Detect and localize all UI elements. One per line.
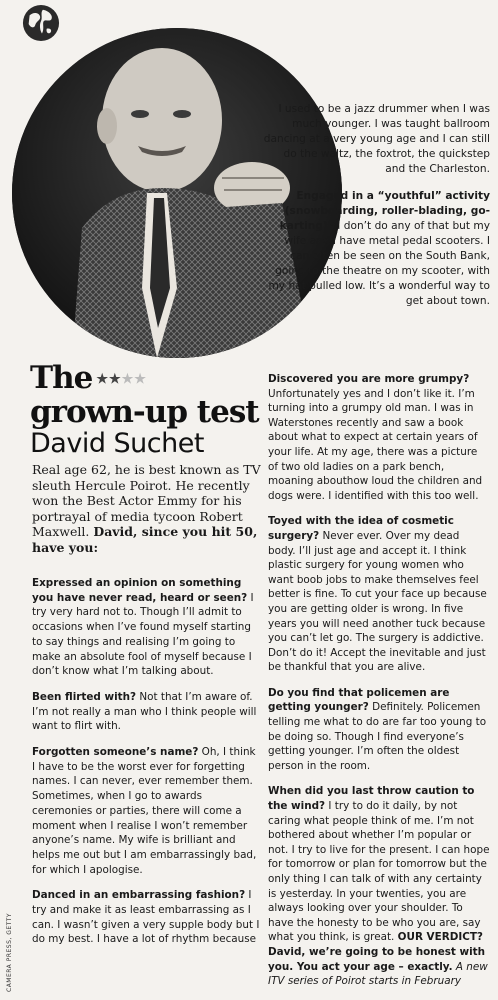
- verdict-text: David, we’re going to be honest with you. You act your age – exactly.: [268, 945, 486, 973]
- intro-paragraph: [32, 462, 264, 555]
- qa-paragraph: [268, 514, 490, 675]
- answer-paragraph: I used to be a jazz drummer when I was much younger. I was taught ballroom dancing at a very young age and I can still do the waltz, the foxtrot, the quickstep and the Charleston.: [263, 103, 490, 175]
- question: Toyed with the idea of cosmetic surgery?: [268, 515, 454, 542]
- question: Danced in an embarrassing fashion?: [32, 889, 246, 902]
- headline-name: David Suchet: [30, 428, 204, 459]
- footer-note: A new ITV series of Poirot starts in February: [268, 960, 488, 988]
- answer: Never ever. Over my dead body. I’ll just age and accept it. I think plastic surgery for young women who want boob jobs to make themselves feel better is fine. To cut your face up because you are getting older is wrong. In five years you will need another tuck because you can’t let go. The surgery is addictive. Don’t do it! Accept the inevitable and just be thankful that you are alive.: [268, 529, 487, 674]
- qa-paragraph: [32, 690, 260, 734]
- globe-icon: [22, 4, 60, 42]
- question: Been flirted with?: [32, 690, 137, 703]
- rating-stars: ★★★★: [96, 372, 147, 387]
- question: Discovered you are more grumpy?: [268, 373, 470, 385]
- qa-paragraph: [268, 372, 490, 503]
- answer: I try and make it as least embarrassing as I can. I wasn’t given a very supple body but I do my best. I have a lot of rhythm because: [32, 889, 260, 946]
- answer: Oh, I think I have to be the worst ever for forgetting names. I can never, ever remember them. Sometimes, when I go to awards ceremonies or parties, there will come a moment when I realise I won’t remember anyone’s name. My wife is brilliant and helps me out but I am embarrassingly bad, for which I apologise.: [32, 746, 257, 876]
- intro-bold: David, since you hit 50, have you:: [32, 524, 258, 555]
- answer: I don’t do any of that but my wife and I have metal pedal scooters. I can often be seen on the South Bank, going to the theatre on my scooter, with my hat pulled low. It’s a wonderful way to get about town.: [268, 220, 490, 307]
- headline-title: The: [30, 360, 93, 396]
- answer: I try very hard not to. Though I’ll admit to occasions when I’ve found myself starting to say things and realising I’m going to make an absolute fool of myself because I don’t know what I’m talking about.: [32, 591, 254, 678]
- right-column: [268, 372, 490, 1000]
- verdict-label: OUR VERDICT?: [397, 931, 483, 944]
- photo-credit: CAMERA PRESS, GETTY: [6, 912, 13, 992]
- article-headline: [30, 362, 260, 459]
- question: Engaged in a “youthful” activity (snowboarding, roller-blading, go-karting)?: [279, 190, 490, 232]
- answer: I try to do it daily, by not caring what people think of me. I’m not bothered about whether I’m popular or not. I try to live for the present. I can hope for tomorrow or plan for tomorrow but the only thing I can talk of with any certainty is yesterday. In your twenties, you are always looking over your shoulder. To have the honesty to be who you are, say what you think, is great.: [268, 800, 490, 944]
- qa-paragraph: [262, 189, 490, 309]
- question: When did you last throw caution to the wind?: [268, 785, 475, 813]
- qa-paragraph: [32, 576, 260, 679]
- top-right-answers: [262, 102, 490, 321]
- question: Do you find that policemen are getting younger?: [268, 686, 450, 714]
- qa-paragraph: [268, 784, 490, 988]
- headline-subtitle: grown-up test: [30, 394, 259, 430]
- qa-paragraph: [32, 745, 260, 877]
- qa-paragraph: [268, 686, 490, 774]
- answer: Unfortunately yes and I don’t like it. I’m turning into a grumpy old man. I was in Waterstones recently and saw a book about what to expect at certain years of your life. At my age, there was a picture of two old ladies on a park bench, moaning abouthow loud the children and dogs were. I identified with this too well.: [268, 387, 483, 502]
- question: Forgotten someone’s name?: [32, 746, 199, 759]
- intro-text: Real age 62, he is best known as TV sleuth Hercule Poirot. He recently won the Best Actor Emmy for his portrayal of media tycoon Robert Maxwell.: [32, 462, 261, 539]
- qa-paragraph: [32, 888, 260, 947]
- answer: Not that I’m aware of. I’m not really a man who I think people will want to flirt with.: [32, 690, 257, 733]
- left-column: [32, 576, 260, 958]
- answer: Definitely. Policemen telling me what to do are far too young to be doing so. Though I find everyone’s getting younger. I’m often the oldest person in the room.: [268, 701, 487, 772]
- question: Expressed an opinion on something you have never read, heard or seen?: [32, 577, 248, 604]
